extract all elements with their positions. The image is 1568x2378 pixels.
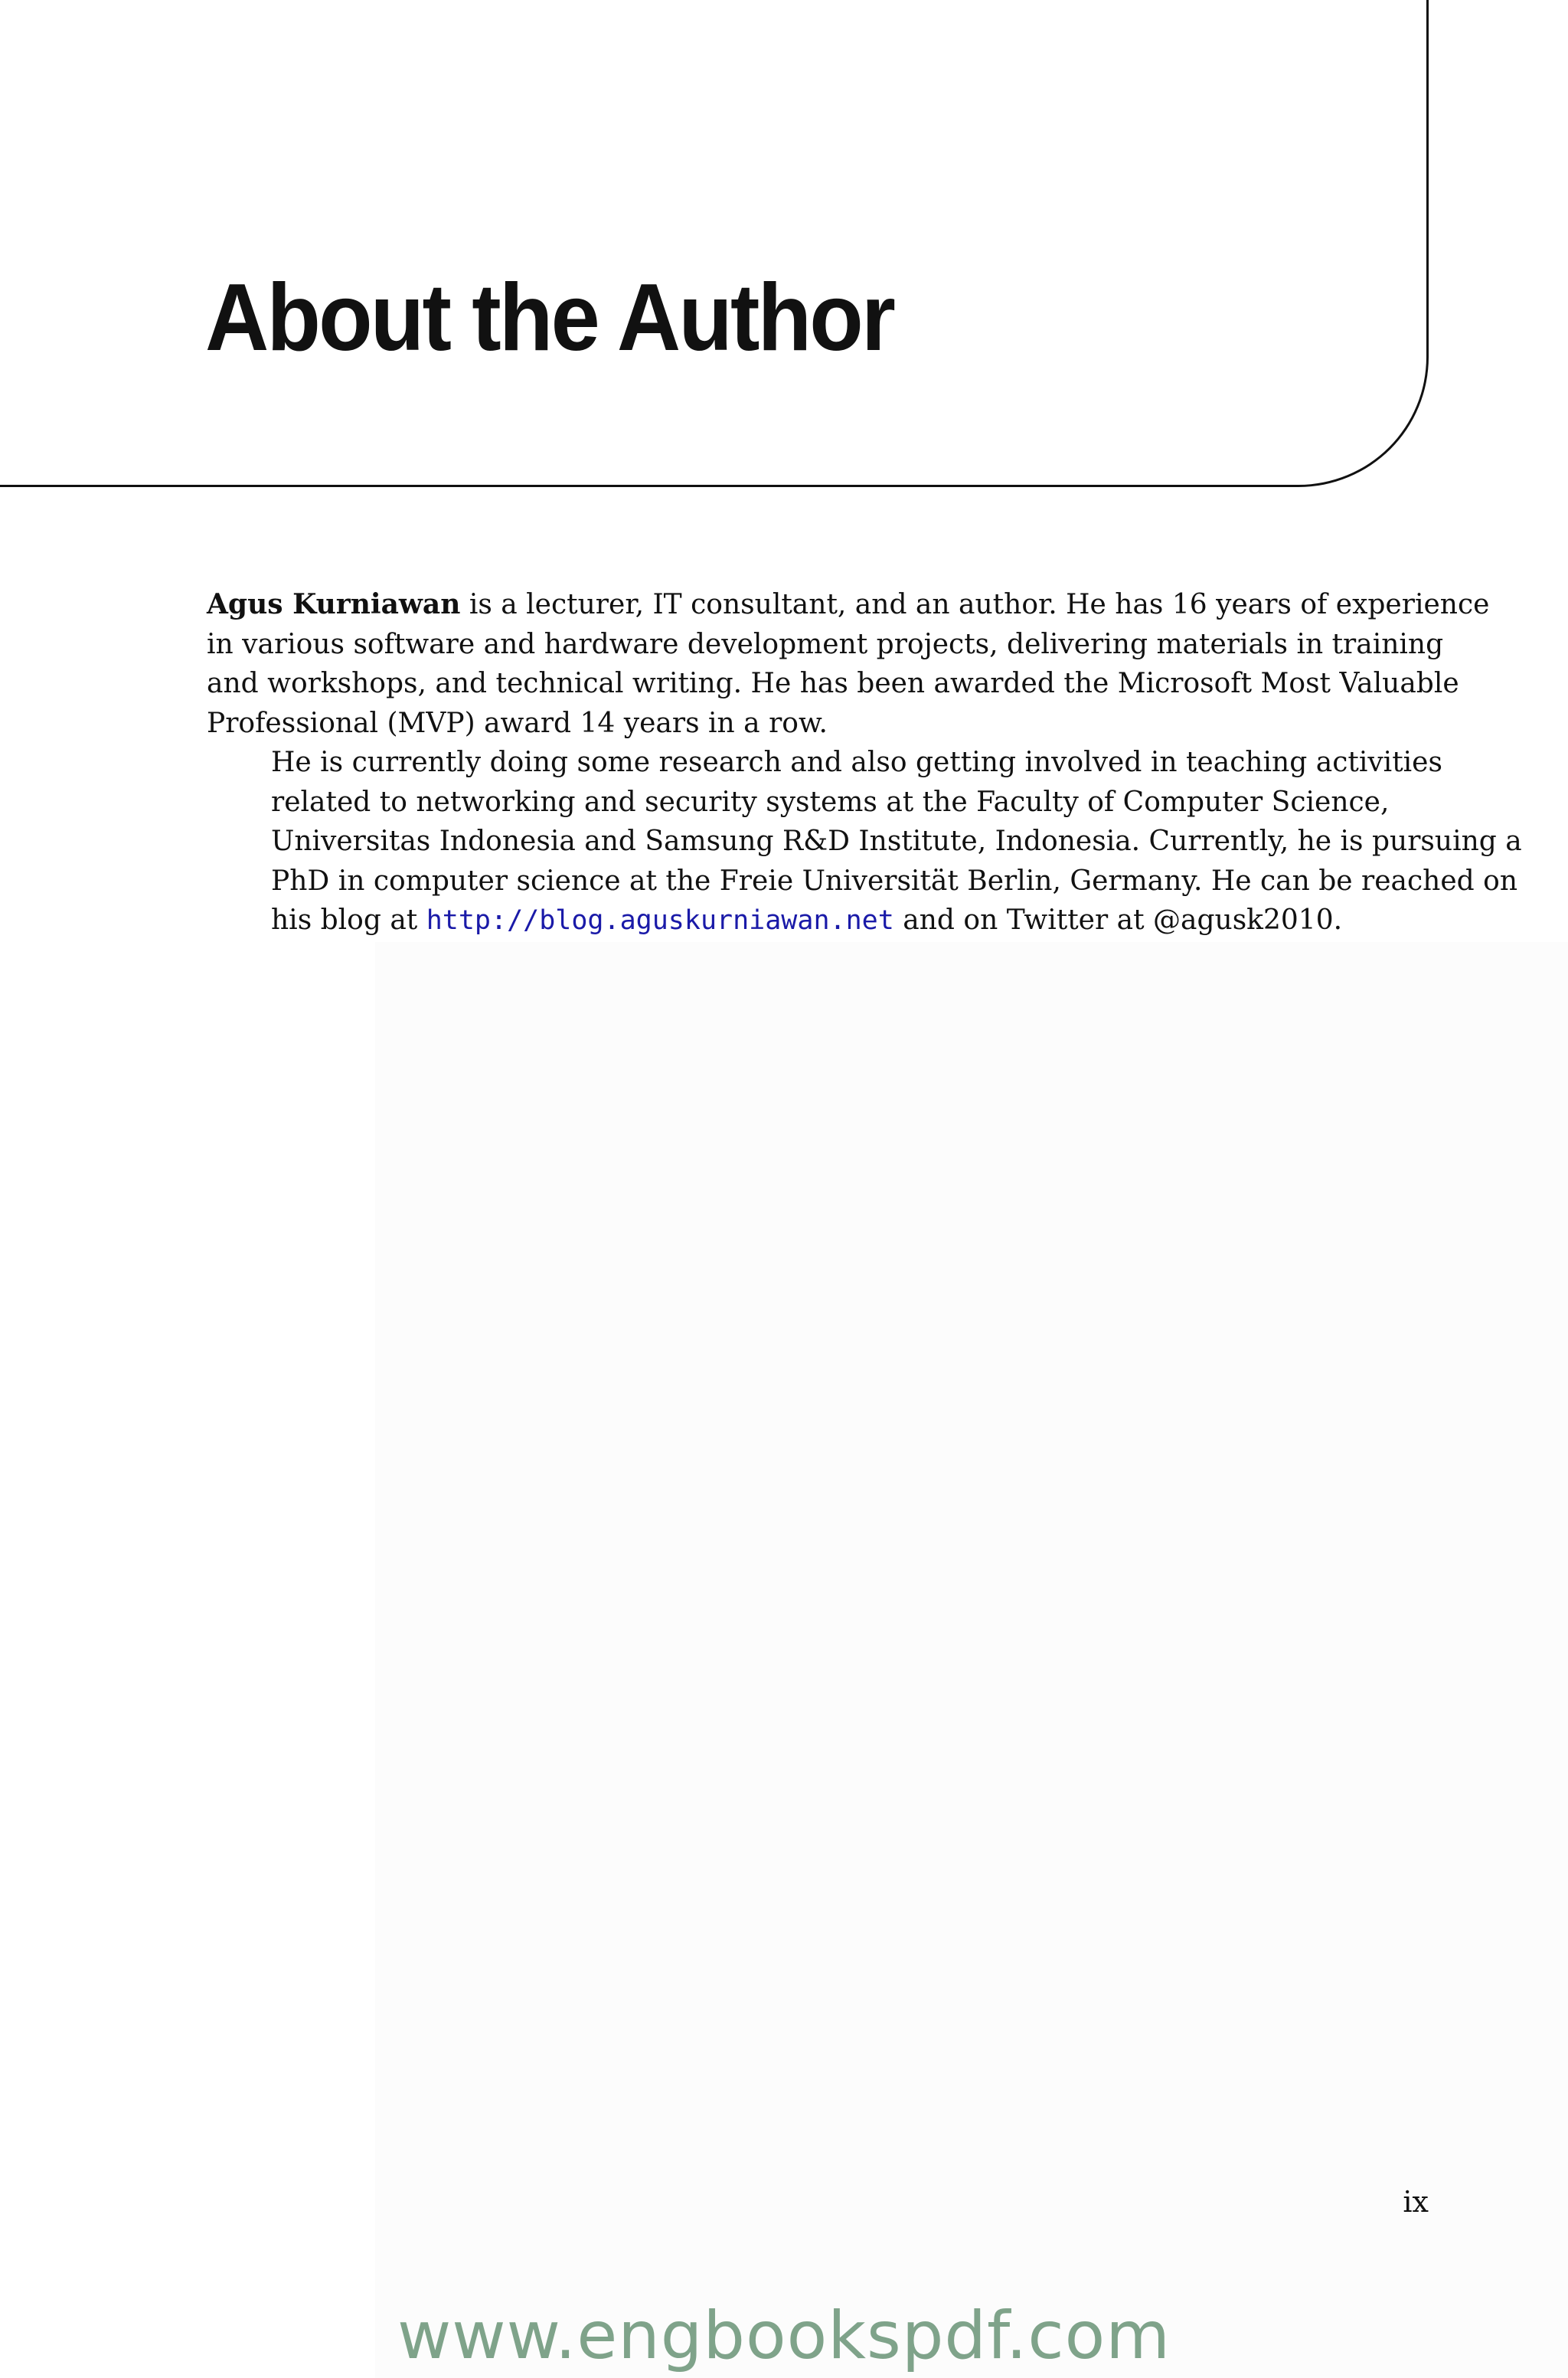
bio-line: and workshops, and technical writing. He has been awarded the Microsoft Most Valuable xyxy=(207,668,1459,699)
bio-line-text: and on Twitter at @agusk2010. xyxy=(893,904,1343,936)
bio-line-text: his blog at xyxy=(271,904,426,936)
chapter-title: About the Author xyxy=(205,265,894,371)
watermark: www.engbookspdf.com xyxy=(397,2298,1171,2374)
bio-line: Universitas Indonesia and Samsung R&D Institute, Indonesia. Currently, he is pursuing a xyxy=(271,826,1522,857)
author-bio xyxy=(207,585,1522,941)
bio-line: Professional (MVP) award 14 years in a row. xyxy=(207,707,828,739)
bio-line: PhD in computer science at the Freie Universität Berlin, Germany. He can be reached on xyxy=(271,865,1518,897)
author-name: Agus Kurniawan xyxy=(207,588,461,620)
page-number: ix xyxy=(1403,2185,1429,2219)
page-background-shade xyxy=(375,942,1568,2378)
bio-line: related to networking and security systems at the Faculty of Computer Science, xyxy=(271,786,1390,818)
bio-paragraph-2 xyxy=(207,743,1522,941)
bio-line-text: is a lecturer, IT consultant, and an author. He has 16 years of experience xyxy=(460,589,1490,620)
bio-line xyxy=(207,585,1490,625)
bio-line: in various software and hardware development projects, delivering materials in training xyxy=(207,628,1444,660)
bio-line xyxy=(207,901,1432,941)
chapter-title-frame xyxy=(0,0,1429,487)
bio-paragraph-1 xyxy=(207,585,1490,743)
bio-line: He is currently doing some research and also getting involved in teaching activities xyxy=(271,747,1442,778)
blog-link[interactable]: http://blog.aguskurniawan.net xyxy=(426,905,894,936)
